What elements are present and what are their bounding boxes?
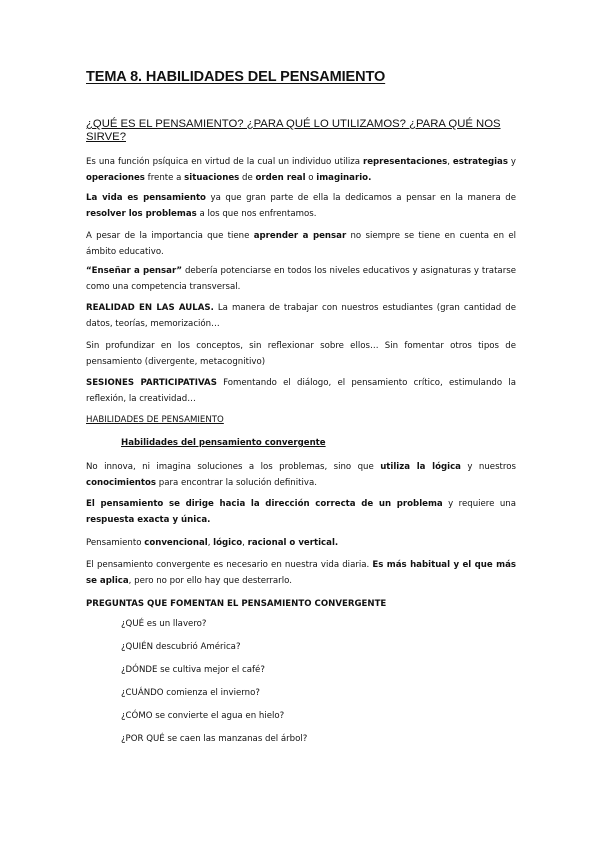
text-bold: REALIDAD EN LAS AULAS. [86,303,214,313]
text-bold: El pensamiento se dirige hacia la dirección correcta de un problema [86,499,443,509]
paragraph-conventional [86,535,516,551]
paragraph-life [86,190,516,222]
text: El pensamiento convergente es necesario en nuestra vida diaria. [86,560,373,570]
text: o [305,173,317,183]
text-bold: aprender a pensar [253,231,347,241]
text-bold: operaciones [86,173,145,183]
paragraph-importance [86,228,516,260]
paragraph-depth: Sin profundizar en los conceptos, sin reflexionar sobre ellos… Sin fomentar otros tipos de pensamiento (divergente, metacognitivo) [86,341,516,367]
text: , [242,538,248,548]
text-bold: “Enseñar a pensar” [86,266,182,276]
text: , [207,538,214,548]
text: Pensamiento [86,538,145,548]
text-bold: Es más habitual y el que más se aplica [86,560,517,586]
text: La manera de trabajar con nuestros estudiantes (gran cantidad de datos, teorías, memorización… [86,303,516,329]
text: , pero no por ello hay que desterrarlo. [128,576,292,586]
page-title: TEMA 8. HABILIDADES DEL PENSAMIENTO [86,69,386,85]
text-bold: SESIONES PARTICIPATIVAS [86,378,217,388]
text-bold: lógico [213,538,243,548]
text: y [507,157,517,167]
paragraph-sessions [86,375,516,407]
text: y requiere una [442,499,516,509]
text: ya que gran parte de ella la dedicamos a pensar en la manera de [205,193,516,203]
text: frente a [144,173,185,183]
text: No innova, ni imagina soluciones a los problemas, sino que [86,462,381,472]
text: Fomentando el diálogo, el pensamiento crítico, estimulando la reflexión, la creatividad… [86,378,516,404]
text-bold: resolver los problemas [86,209,197,219]
text: debería potenciarse en todos los niveles educativos y asignaturas y tratarse como una competencia transversal. [86,266,516,292]
paragraph-innovate [86,459,516,491]
text-bold: representaciones [362,157,448,167]
list-item: ¿CUÁNDO comienza el invierno? [121,688,260,698]
text-bold: situaciones [184,173,240,183]
paragraph-direction [86,496,516,528]
section-heading: ¿QUÉ ES EL PENSAMIENTO? ¿PARA QUÉ LO UTILIZAMOS? ¿PARA QUÉ NOS SIRVE? [86,118,501,143]
text-bold: racional o vertical. [247,538,339,548]
text: de [239,173,256,183]
list-item: ¿DÓNDE se cultiva mejor el café? [121,665,265,675]
text-bold: orden real [255,173,306,183]
text-bold: conocimientos [86,478,157,488]
text: A pesar de la importancia que tiene [86,231,254,241]
text: Es una función psíquica en virtud de la cual un individuo utiliza [86,157,363,167]
sub-heading-convergent: Habilidades del pensamiento convergente [121,438,326,448]
paragraph-teach [86,263,516,295]
text-bold: imaginario. [316,173,372,183]
sub-heading-skills: HABILIDADES DE PENSAMIENTO [86,415,224,425]
text: no siempre se tiene en cuenta en el ámbito educativo. [86,231,516,257]
list-item: ¿QUIÉN descubrió América? [121,642,241,652]
text: a los que nos enfrentamos. [196,209,317,219]
text-bold: convencional [144,538,208,548]
text-bold: respuesta exacta y única. [86,515,211,525]
text-bold: estrategias [452,157,508,167]
list-item: ¿CÓMO se convierte el agua en hielo? [121,711,285,721]
paragraph-necessary [86,557,516,589]
paragraph-definition [86,154,516,186]
text: y nuestros [460,462,517,472]
text-bold: La vida es pensamiento [86,193,206,203]
text-bold: utiliza la lógica [380,462,461,472]
list-item: ¿QUÉ es un llavero? [121,619,207,629]
paragraph-reality [86,300,516,332]
text: , [447,157,453,167]
text: para encontrar la solución definitiva. [156,478,317,488]
list-item: ¿POR QUÉ se caen las manzanas del árbol? [121,734,308,744]
paragraph-questions-heading: PREGUNTAS QUE FOMENTAN EL PENSAMIENTO CONVERGENTE [86,599,387,609]
